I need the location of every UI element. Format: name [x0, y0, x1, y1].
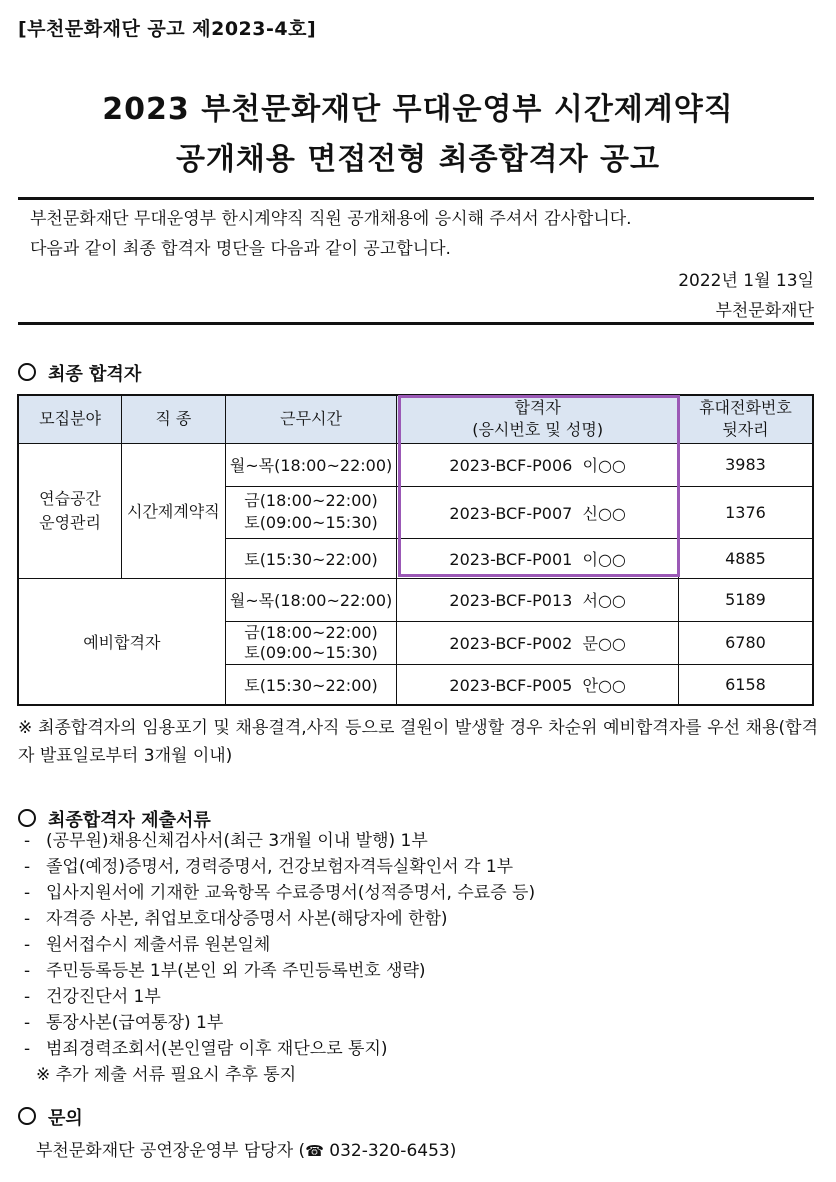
- cell-field-group1: [18, 443, 122, 578]
- cell-hours: [225, 621, 397, 664]
- field-line2: 운영관리: [39, 512, 101, 532]
- list-item: - 건강진단서 1부: [24, 987, 161, 1007]
- cell-phone: 1376: [678, 486, 813, 538]
- section-docs-label: 최종합격자 제출서류: [48, 810, 211, 831]
- cell-passer: 2023-BCF-P001 이○○: [397, 538, 679, 578]
- header-passer-line2: (응시번호 및 성명): [472, 420, 604, 440]
- header-hours: 근무시간: [225, 395, 397, 443]
- section-contact-heading: [18, 1104, 83, 1130]
- list-item: - (공무원)채용신체검사서(최근 3개월 이내 발행) 1부: [24, 831, 428, 851]
- cell-hours: 월~목(18:00~22:00): [225, 443, 397, 486]
- table-row: [18, 443, 813, 486]
- field-line1: 연습공간: [39, 488, 101, 508]
- page-title-line1: 2023 부천문화재단 무대운영부 시간제계약직: [102, 92, 734, 127]
- header-phone-line2: 뒷자리: [722, 420, 769, 440]
- docs-list: [24, 828, 535, 1088]
- contact-phone: 032-320-6453: [329, 1141, 450, 1161]
- section-contact-label: 문의: [48, 1108, 83, 1129]
- list-item: - 통장사본(급여통장) 1부: [24, 1013, 224, 1033]
- cell-hours: [225, 486, 397, 538]
- list-item: - 자격증 사본, 취업보호대상증명서 사본(해당자에 한함): [24, 909, 448, 929]
- notice-number: [부천문화재단 공고 제2023-4호]: [18, 18, 317, 40]
- intro-line1: 부천문화재단 무대운영부 한시계약직 직원 공개채용에 응시해 주셔서 감사합니다.: [30, 209, 632, 229]
- intro-line2: 다음과 같이 최종 합격자 명단을 다음과 같이 공고합니다.: [30, 239, 451, 259]
- cell-passer: 2023-BCF-P007 신○○: [397, 486, 679, 538]
- cell-hours: 토(15:30~22:00): [225, 664, 397, 705]
- list-item: - 범죄경력조회서(본인열람 이후 재단으로 통지): [24, 1039, 388, 1059]
- table-header-row: [18, 395, 813, 443]
- cell-hours: 토(15:30~22:00): [225, 538, 397, 578]
- contact-prefix: 부천문화재단 공연장운영부 담당자 (: [36, 1141, 306, 1161]
- cell-passer: 2023-BCF-P013 서○○: [397, 578, 679, 621]
- cell-phone: 6780: [678, 621, 813, 664]
- circle-bullet-icon: [18, 363, 36, 381]
- cell-phone: 5189: [678, 578, 813, 621]
- reserve-note: ※ 최종합격자의 임용포기 및 채용결격,사직 등으로 결원이 발생할 경우 차순위 예비합격자를 우선 채용(합격자 발표일로부터 3개월 이내): [18, 718, 818, 766]
- cell-passer: 2023-BCF-P005 안○○: [397, 664, 679, 705]
- cell-phone: 6158: [678, 664, 813, 705]
- contact-suffix: ): [449, 1141, 457, 1161]
- cell-phone: 4885: [678, 538, 813, 578]
- list-item: - 주민등록등본 1부(본인 외 가족 주민등록번호 생략): [24, 961, 426, 981]
- circle-bullet-icon: [18, 809, 36, 827]
- cell-field-group2: 예비합격자: [18, 578, 225, 705]
- hours-line2: 토(09:00~15:30): [244, 642, 378, 662]
- top-rule: [18, 197, 814, 200]
- header-phone-line1: 휴대전화번호: [699, 398, 792, 418]
- notice-date: 2022년 1월 13일: [678, 271, 814, 291]
- hours-line1: 금(18:00~22:00): [244, 491, 378, 510]
- header-field: 모집분야: [18, 395, 122, 443]
- header-passer-line1: 합격자: [514, 398, 561, 418]
- table-row: [18, 578, 813, 621]
- section-finalists-heading: [18, 360, 141, 386]
- hours-line1: 금(18:00~22:00): [244, 622, 378, 642]
- issuing-org: 부천문화재단: [715, 301, 814, 321]
- list-item: - 졸업(예정)증명서, 경력증명서, 건강보험자격득실확인서 각 1부: [24, 857, 514, 877]
- bottom-rule: [18, 322, 814, 325]
- finalists-table: [17, 394, 814, 706]
- hours-line2: 토(09:00~15:30): [244, 513, 378, 532]
- section-finalists-label: 최종 합격자: [48, 364, 142, 385]
- contact-line: [36, 1136, 456, 1161]
- page-title-line2: 공개채용 면접전형 최종합격자 공고: [175, 142, 661, 177]
- docs-extra-note: ※ 추가 제출 서류 필요시 추후 통지: [36, 1065, 297, 1085]
- circle-bullet-icon: [18, 1107, 36, 1125]
- header-job: 직 종: [122, 395, 226, 443]
- cell-passer: 2023-BCF-P002 문○○: [397, 621, 679, 664]
- cell-passer: 2023-BCF-P006 이○○: [397, 443, 679, 486]
- list-item: - 입사지원서에 기재한 교육항목 수료증명서(성적증명서, 수료증 등): [24, 883, 536, 903]
- list-item: - 원서접수시 제출서류 원본일체: [24, 935, 271, 955]
- header-passer: [397, 395, 679, 443]
- cell-hours: 월~목(18:00~22:00): [225, 578, 397, 621]
- cell-job-group1: 시간제계약직: [122, 443, 226, 578]
- cell-phone: 3983: [678, 443, 813, 486]
- header-phone: [678, 395, 813, 443]
- phone-icon: ☎: [305, 1142, 324, 1160]
